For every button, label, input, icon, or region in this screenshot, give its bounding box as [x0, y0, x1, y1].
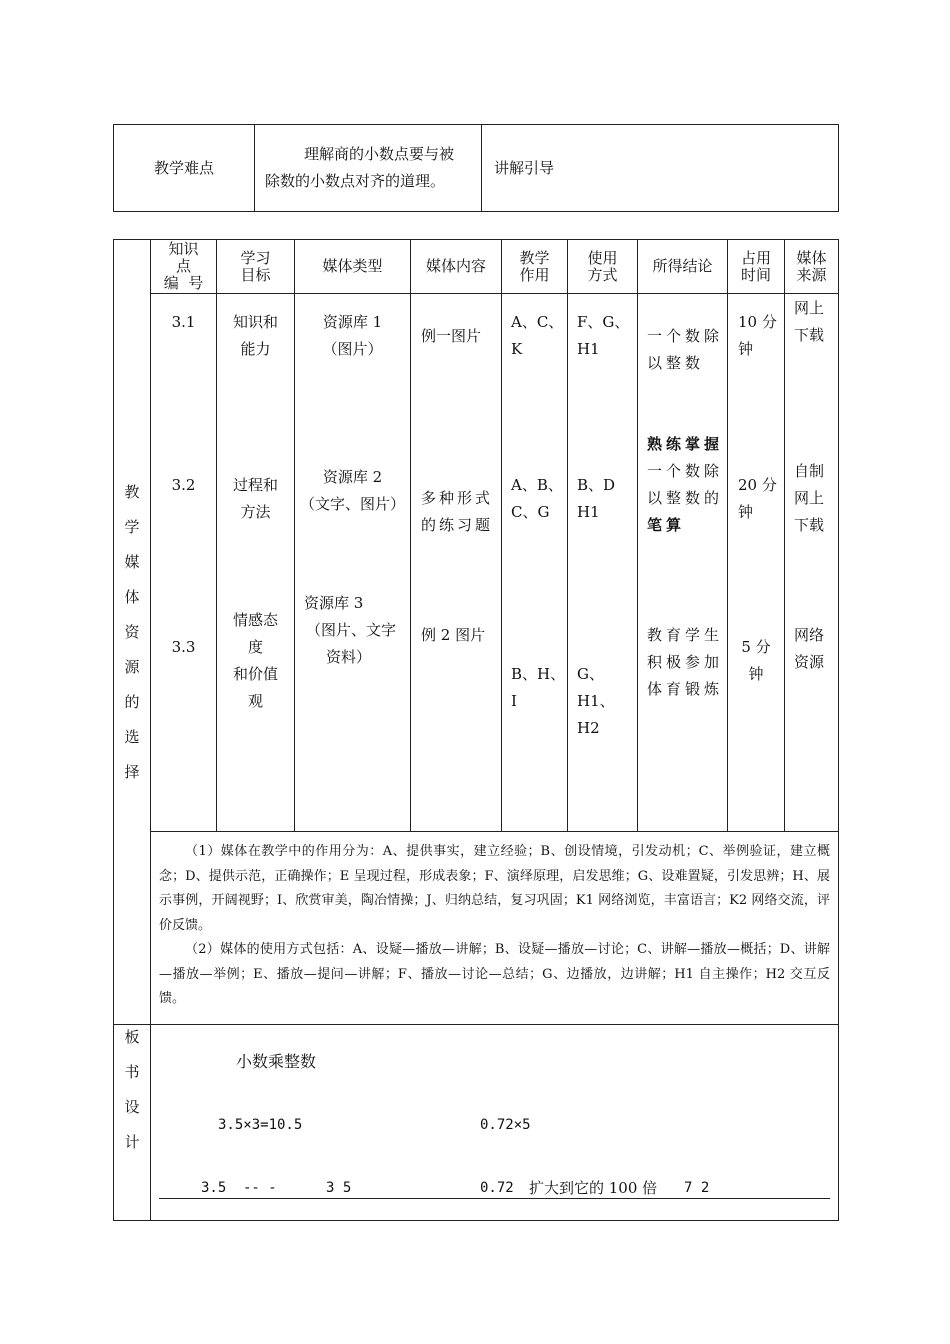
media-table	[113, 239, 839, 1221]
col-media-type	[295, 294, 411, 832]
col-goal	[217, 294, 295, 832]
difficulty-method: 讲解引导	[494, 158, 555, 177]
row1-content: 例一图片	[421, 327, 482, 345]
row1-type: 资源库 1 （图片）	[322, 313, 383, 358]
col-role	[502, 294, 568, 832]
col-time	[728, 294, 785, 832]
row2-goal: 过程和 方法	[232, 476, 278, 521]
media-side-label: 教 学 媒 体 资 源 的 选 择	[124, 482, 140, 781]
board-eq-left: 3.5×3=10.5	[218, 1117, 303, 1133]
row3-role: B、H、 I	[511, 665, 566, 710]
header-time: 占用 时间	[728, 240, 785, 294]
row1-no: 3.1	[171, 313, 196, 331]
board-row3-dash: -- -	[243, 1180, 277, 1196]
header-role: 教学 作用	[502, 240, 568, 294]
difficulty-content-line2: 除数的小数点对齐的道理。	[265, 172, 446, 190]
board-row3-c: 0.72	[480, 1180, 514, 1196]
row2-no: 3.2	[171, 476, 196, 494]
row2-conclusion: 熟练掌握 一个数除 以整数的 笔算	[647, 435, 724, 534]
difficulty-label-cell	[114, 125, 255, 212]
header-usage: 使用 方式	[568, 240, 638, 294]
row3-type: 资源库 3 （图片、文字 资料）	[304, 594, 397, 666]
note-usage: （2）媒体的使用方式包括：A、设疑—播放—讲解；B、设疑—播放—讨论；C、讲解—播放—概括；D、讲解—播放—举例；E、播放—提问—讲解；F、播放—讨论—总结；G、边播放，边讲解；H1 自主操作；H2 交互反馈。	[159, 942, 830, 1006]
difficulty-content-line1: 理解商的小数点要与被	[304, 145, 455, 163]
board-row3-a: 3.5	[201, 1180, 227, 1196]
header-goal: 学习 目标	[217, 240, 295, 294]
col-no	[151, 294, 217, 832]
row3-goal: 情感态 度 和价值 观	[232, 611, 278, 710]
row3-usage: G、H1、 H2	[577, 665, 615, 737]
difficulty-label: 教学难点	[153, 158, 214, 177]
row3-no: 3.3	[171, 638, 196, 656]
col-usage	[568, 294, 638, 832]
row2-content: 多种形式 的练习题	[421, 489, 494, 534]
header-knowledge-no: 知识 点 编 号	[151, 240, 217, 294]
board-title: 小数乘整数	[236, 1052, 317, 1071]
media-notes	[151, 832, 839, 1025]
row3-time: 5 分 钟	[741, 638, 771, 683]
board-underline	[159, 1198, 830, 1199]
header-media-content: 媒体内容	[411, 240, 502, 294]
board-side-cell	[114, 1025, 151, 1221]
board-row3-b: 3 5	[326, 1180, 352, 1196]
col-conclusion	[638, 294, 728, 832]
row1-source: 网上 下载	[794, 299, 825, 344]
header-source: 媒体 来源	[785, 240, 839, 294]
board-row3-d: 扩大到它的 100 倍	[529, 1179, 658, 1197]
row2-role: A、B、 C、G	[511, 476, 563, 521]
board-side-label: 板 书 设 计	[124, 1028, 140, 1151]
row2-usage: B、D H1	[577, 476, 616, 521]
row2-time: 20 分 钟	[738, 476, 777, 521]
difficulty-content-cell	[255, 125, 482, 212]
row3-source: 网络 资源	[794, 626, 825, 671]
col-source	[785, 294, 839, 832]
board-row3-e: 7 2	[684, 1180, 710, 1196]
row1-goal: 知识和 能力	[232, 313, 278, 358]
board-content	[151, 1025, 839, 1221]
difficulty-table	[113, 124, 839, 212]
row3-conclusion: 教育学生 积极参加 体育锻炼	[647, 626, 724, 698]
difficulty-method-cell	[482, 125, 839, 212]
row1-usage: F、G、 H1	[577, 313, 630, 358]
row2-type: 资源库 2 （文字、图片）	[299, 468, 405, 513]
col-media-content	[411, 294, 502, 832]
row1-time: 10 分 钟	[738, 313, 777, 358]
header-media-type: 媒体类型	[295, 240, 411, 294]
board-eq-right: 0.72×5	[480, 1117, 531, 1133]
row2-source: 自制 网上 下载	[794, 462, 825, 534]
note-role: （1）媒体在教学中的作用分为：A、提供事实，建立经验；B、创设情境，引发动机；C、举例验证，建立概念；D、提供示范，正确操作；E 呈现过程，形成表象；F、演绎原理，启发思维；G、设难置疑，引发思辨；H、展示事例，开阔视野；I、欣赏审美，陶冶情操；J、归纳总结，复习巩固；K1 网络浏览，丰富语言；K2 网络交流，评价反馈。	[159, 844, 830, 933]
row3-content: 例 2 图片	[421, 626, 486, 644]
row1-conclusion: 一个数除 以整数	[647, 327, 724, 372]
media-side-cell	[114, 240, 151, 1025]
row1-role: A、C、 K	[511, 313, 564, 358]
header-conclusion: 所得结论	[638, 240, 728, 294]
